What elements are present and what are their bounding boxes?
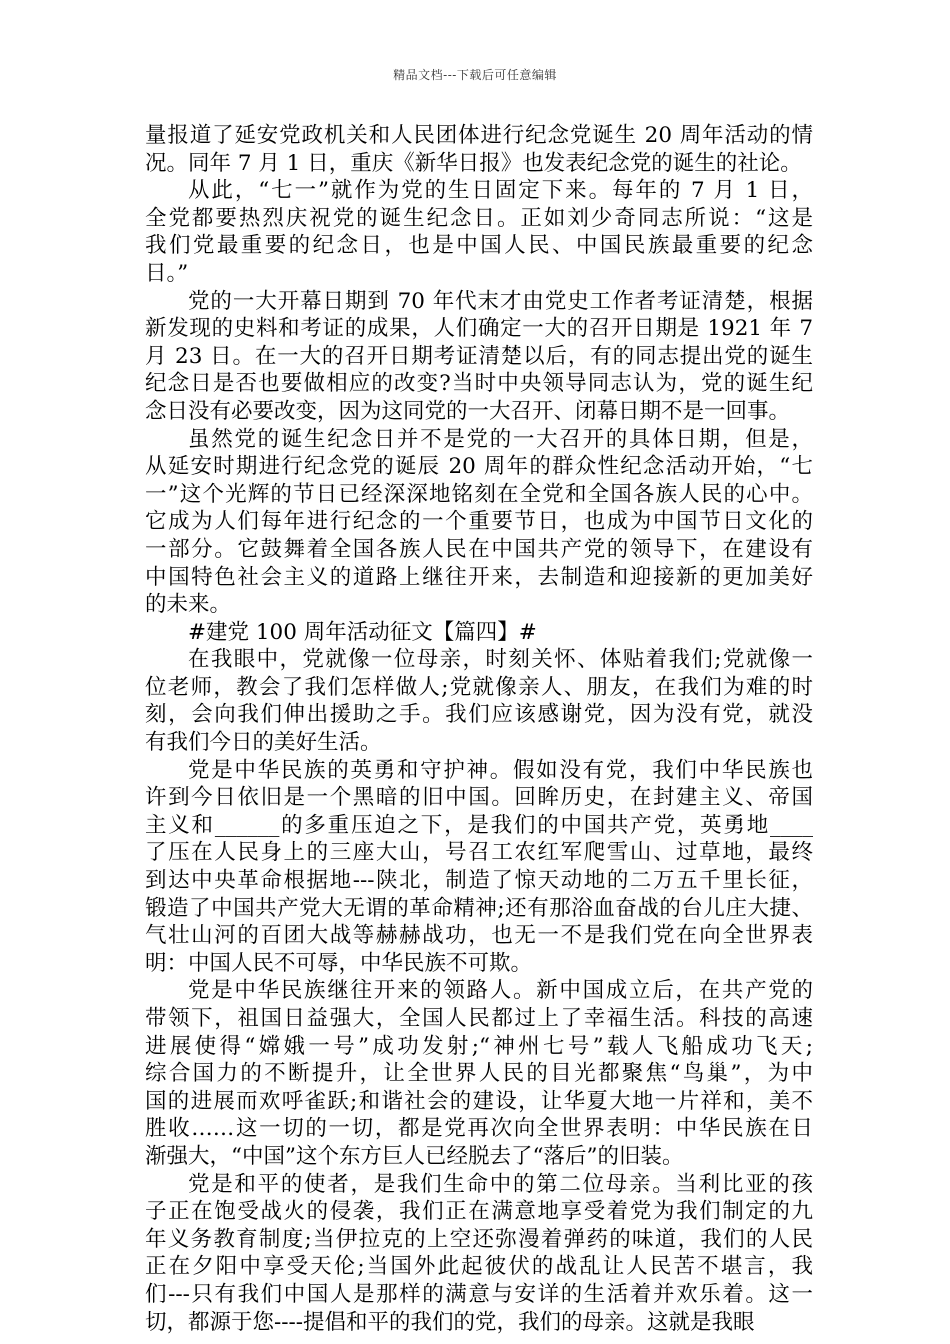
text-line: 日。” — [145, 260, 189, 286]
text-line: #建党 100 周年活动征文【篇四】# — [188, 619, 537, 645]
text-line: 到达中央革命根据地---陕北，制造了惊天动地的二万五千里长征， — [145, 868, 813, 894]
text-line: 刻，会向我们伸出援助之手。我们应该感谢党，因为没有党，就没 — [145, 702, 813, 728]
text-line: 气壮山河的百团大战等赫赫战功，也无一不是我们党在向全世界表 — [145, 923, 813, 949]
text-line: 全党都要热烈庆祝党的诞生纪念日。正如刘少奇同志所说：“这是 — [145, 205, 813, 231]
text-line: 党的一大开幕日期到 70 年代末才由党史工作者考证清楚，根据 — [188, 288, 813, 314]
paragraph — [145, 1171, 813, 1337]
text-line: 党是和平的使者，是我们生命中的第二位母亲。当利比亚的孩 — [188, 1171, 813, 1197]
text-line: 它成为人们每年进行纪念的一个重要节日，也成为中国节日文化的 — [145, 509, 813, 535]
text-line: 正在夕阳中享受天伦;当国外此起彼伏的战乱让人民苦不堪言，我 — [145, 1254, 813, 1280]
paragraph — [145, 619, 813, 647]
text-line: 月 23 日。在一大的召开日期考证清楚以后，有的同志提出党的诞生 — [145, 343, 813, 369]
text-line: 有我们今日的美好生活。 — [145, 730, 382, 756]
text-line: 明：中国人民不可辱，中华民族不可欺。 — [145, 950, 533, 976]
text-line: 虽然党的诞生纪念日并不是党的一大召开的具体日期，但是， — [188, 426, 813, 452]
text-line: 的未来。 — [145, 592, 232, 618]
text-line: 带领下，祖国日益强大，全国人民都过上了幸福生活。科技的高速 — [145, 1006, 813, 1031]
text-line: 们---只有我们中国人是那样的满意与安详的生活着并欢乐着。这一 — [145, 1281, 813, 1307]
paragraph — [145, 288, 813, 426]
text-line: 党是中华民族继往开来的领路人。新中国成立后，在共产党的 — [188, 978, 813, 1004]
text-line: 进展使得“嫦娥一号”成功发射;“神州七号”载人飞船成功飞天; — [145, 1033, 813, 1059]
paragraph — [145, 977, 813, 1170]
text-line: 念日没有必要改变，因为这同党的一大召开、闭幕日期不是一回事。 — [145, 398, 791, 424]
text-line: 从延安时期进行纪念党的诞辰 20 周年的群众性纪念活动开始，“七 — [145, 454, 813, 480]
text-line: 从此，“七一”就作为党的生日固定下来。每年的 7 月 1 日， — [188, 178, 813, 204]
text-line: 况。同年 7 月 1 日，重庆《新华日报》也发表纪念党的诞生的社论。 — [145, 150, 802, 176]
text-line: 在我眼中，党就像一位母亲，时刻关怀、体贴着我们;党就像一 — [188, 647, 813, 673]
text-line: 子正在饱受战火的侵袭，我们正在满意地享受着党为我们制定的九 — [145, 1199, 813, 1225]
paragraph — [145, 757, 813, 978]
text-line: 主义和______的多重压迫之下，是我们的中国共产党，英勇地____ — [145, 812, 813, 838]
text-line: 综合国力的不断提升，让全世界人民的目光都聚焦“鸟巢”，为中 — [145, 1061, 813, 1087]
text-line: 了压在人民身上的三座大山，号召工农红军爬雪山、过草地，最终 — [145, 840, 813, 866]
document-body — [145, 122, 813, 1336]
text-line: 国的进展而欢呼雀跃;和谐社会的建设，让华夏大地一片祥和，美不 — [145, 1088, 813, 1114]
paragraph — [145, 646, 813, 756]
paragraph — [145, 177, 813, 287]
text-line: 我们党最重要的纪念日，也是中国人民、中国民族最重要的纪念 — [145, 233, 813, 259]
text-line: 渐强大，“中国”这个东方巨人已经脱去了“落后”的旧装。 — [145, 1143, 684, 1169]
text-line: 纪念日是否也要做相应的改变?当时中央领导同志认为，党的诞生纪 — [145, 371, 813, 397]
page-header: 精品文档---下载后可任意编辑 — [393, 68, 557, 82]
text-line: 切，都源于您----提倡和平的我们的党，我们的母亲。这就是我眼 — [145, 1309, 755, 1335]
text-line: 锻造了中国共产党大无谓的革命精神;还有那浴血奋战的台儿庄大捷、 — [145, 895, 813, 921]
text-line: 胜收……这一切的一切，都是党再次向全世界表明：中华民族在日 — [145, 1116, 813, 1142]
text-line: 一部分。它鼓舞着全国各族人民在中国共产党的领导下，在建设有 — [145, 536, 813, 562]
text-line: 一”这个光辉的节日已经深深地铭刻在全党和全国各族人民的心中。 — [145, 481, 813, 507]
paragraph — [145, 426, 813, 619]
text-line: 许到今日依旧是一个黑暗的旧中国。回眸历史，在封建主义、帝国 — [145, 785, 813, 811]
text-line: 中国特色社会主义的道路上继往开来，去制造和迎接新的更加美好 — [145, 564, 813, 590]
text-line: 新发现的史料和考证的成果，人们确定一大的召开日期是 1921 年 7 — [145, 316, 813, 342]
text-line: 年义务教育制度;当伊拉克的上空还弥漫着弹药的味道，我们的人民 — [145, 1226, 813, 1252]
text-line: 党是中华民族的英勇和守护神。假如没有党，我们中华民族也 — [188, 757, 813, 783]
text-line: 量报道了延安党政机关和人民团体进行纪念党诞生 20 周年活动的情 — [145, 123, 813, 148]
paragraph — [145, 122, 813, 177]
text-line: 位老师，教会了我们怎样做人;党就像亲人、朋友，在我们为难的时 — [145, 674, 813, 700]
